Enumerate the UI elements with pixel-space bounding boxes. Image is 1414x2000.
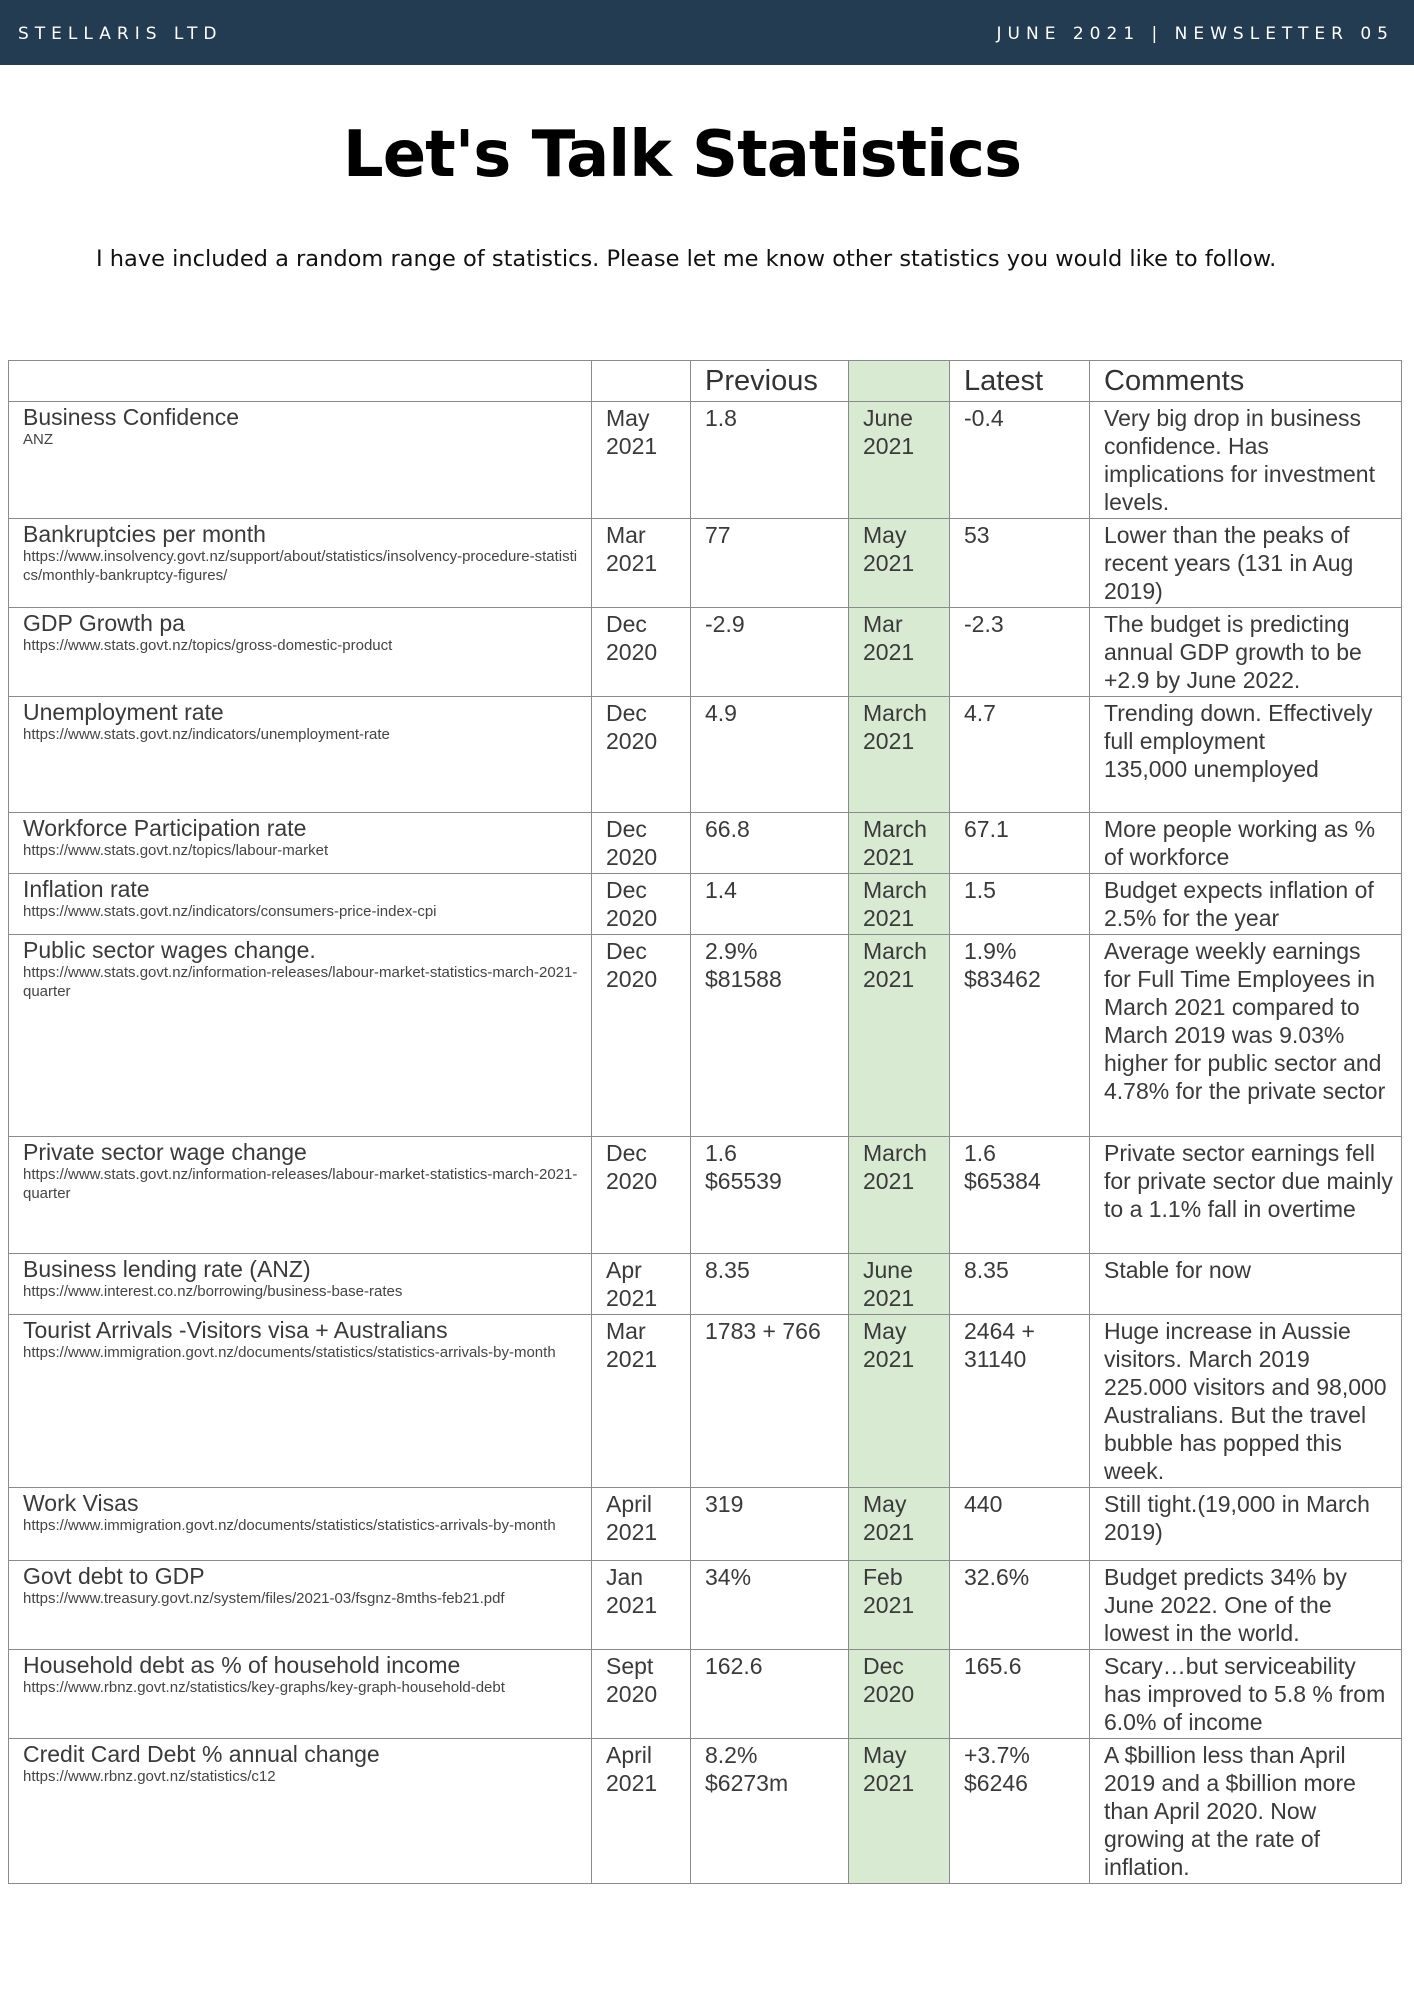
metric-source: https://www.stats.govt.nz/information-releases/labour-market-statistics-march-2021-quarter <box>23 964 578 1000</box>
latest-value-cell: +3.7% $6246 <box>950 1739 1090 1884</box>
comment-cell: Scary…but serviceability has improved to 5.8 % from 6.0% of income <box>1090 1650 1402 1739</box>
header-metric <box>9 361 592 402</box>
latest-date-cell: Feb 2021 <box>849 1561 950 1650</box>
metric-source: https://www.insolvency.govt.nz/support/about/statistics/insolvency-procedure-statistics/monthly-bankruptcy-figures/ <box>23 548 578 584</box>
table-row <box>9 1650 1402 1739</box>
comment-cell: Average weekly earnings for Full Time Employees in March 2021 compared to March 2019 was 9.03% higher for public sector and 4.78% for the private sector <box>1090 935 1402 1137</box>
metric-cell <box>9 874 592 935</box>
previous-date-cell: Dec 2020 <box>592 697 691 813</box>
header-latest: Latest <box>950 361 1090 402</box>
metric-cell <box>9 1650 592 1739</box>
previous-value-cell: 319 <box>691 1488 849 1561</box>
metric-source: https://www.stats.govt.nz/topics/labour-market <box>23 842 329 859</box>
metric-cell <box>9 697 592 813</box>
metric-name: Business Confidence <box>23 404 240 430</box>
table-row <box>9 874 1402 935</box>
previous-date-cell: May 2021 <box>592 402 691 519</box>
previous-date-cell: Mar 2021 <box>592 1315 691 1488</box>
previous-date-cell: April 2021 <box>592 1488 691 1561</box>
previous-date-cell: April 2021 <box>592 1739 691 1884</box>
comment-cell: Budget expects inflation of 2.5% for the year <box>1090 874 1402 935</box>
latest-value-cell: 32.6% <box>950 1561 1090 1650</box>
metric-name: Work Visas <box>23 1490 139 1516</box>
table-row <box>9 1561 1402 1650</box>
header-prev-date <box>592 361 691 402</box>
latest-date-cell: Mar 2021 <box>849 608 950 697</box>
metric-source: https://www.stats.govt.nz/indicators/unemployment-rate <box>23 726 390 743</box>
latest-date-cell: March 2021 <box>849 697 950 813</box>
page-title: Let's Talk Statistics <box>342 118 1022 192</box>
table-body <box>9 402 1402 1884</box>
intro-text: I have included a random range of statistics. Please let me know other statistics you would like to follow. <box>96 246 1277 272</box>
header-comments: Comments <box>1090 361 1402 402</box>
metric-source: https://www.stats.govt.nz/indicators/consumers-price-index-cpi <box>23 903 437 920</box>
latest-date-cell: Dec 2020 <box>849 1650 950 1739</box>
table-row <box>9 1137 1402 1254</box>
latest-value-cell: 2464 + 31140 <box>950 1315 1090 1488</box>
metric-source: https://www.immigration.govt.nz/documents/statistics/statistics-arrivals-by-month <box>23 1344 556 1361</box>
previous-value-cell: 8.2% $6273m <box>691 1739 849 1884</box>
metric-source: https://www.interest.co.nz/borrowing/business-base-rates <box>23 1283 403 1300</box>
statistics-table <box>8 360 1402 1884</box>
metric-cell <box>9 813 592 874</box>
metric-name: Business lending rate (ANZ) <box>23 1256 311 1282</box>
metric-cell <box>9 1315 592 1488</box>
latest-value-cell: 67.1 <box>950 813 1090 874</box>
previous-value-cell: 66.8 <box>691 813 849 874</box>
comment-cell: Still tight.(19,000 in March 2019) <box>1090 1488 1402 1561</box>
metric-cell <box>9 1739 592 1884</box>
table-row <box>9 1739 1402 1884</box>
metric-name: Inflation rate <box>23 876 150 902</box>
table-row <box>9 519 1402 608</box>
metric-source: ANZ <box>23 431 53 448</box>
header-previous: Previous <box>691 361 849 402</box>
previous-value-cell: -2.9 <box>691 608 849 697</box>
previous-value-cell: 34% <box>691 1561 849 1650</box>
metric-name: Govt debt to GDP <box>23 1563 205 1589</box>
previous-date-cell: Dec 2020 <box>592 874 691 935</box>
comment-cell: Huge increase in Aussie visitors. March 2019 225.000 visitors and 98,000 Australians. But the travel bubble has popped this week. <box>1090 1315 1402 1488</box>
latest-date-cell: March 2021 <box>849 935 950 1137</box>
previous-value-cell: 4.9 <box>691 697 849 813</box>
previous-value-cell: 1.8 <box>691 402 849 519</box>
previous-date-cell: Sept 2020 <box>592 1650 691 1739</box>
comment-cell: Stable for now <box>1090 1254 1402 1315</box>
comment-cell: Private sector earnings fell for private sector due mainly to a 1.1% fall in overtime <box>1090 1137 1402 1254</box>
latest-value-cell: 1.5 <box>950 874 1090 935</box>
table-row <box>9 1488 1402 1561</box>
metric-cell <box>9 1488 592 1561</box>
top-banner <box>0 0 1414 65</box>
latest-value-cell: -2.3 <box>950 608 1090 697</box>
latest-date-cell: June 2021 <box>849 1254 950 1315</box>
latest-date-cell: May 2021 <box>849 519 950 608</box>
comment-cell: The budget is predicting annual GDP growth to be +2.9 by June 2022. <box>1090 608 1402 697</box>
table-row <box>9 1315 1402 1488</box>
metric-cell <box>9 519 592 608</box>
header-latest-date <box>849 361 950 402</box>
latest-value-cell: 53 <box>950 519 1090 608</box>
previous-value-cell: 8.35 <box>691 1254 849 1315</box>
latest-value-cell: 8.35 <box>950 1254 1090 1315</box>
metric-name: Household debt as % of household income <box>23 1652 461 1678</box>
newsletter-issue: JUNE 2021 | NEWSLETTER 05 <box>996 24 1394 44</box>
previous-value-cell: 77 <box>691 519 849 608</box>
latest-date-cell: March 2021 <box>849 813 950 874</box>
previous-date-cell: Dec 2020 <box>592 813 691 874</box>
previous-value-cell: 162.6 <box>691 1650 849 1739</box>
previous-value-cell: 1.4 <box>691 874 849 935</box>
company-name: STELLARIS LTD <box>18 24 223 44</box>
metric-cell <box>9 1254 592 1315</box>
comment-cell: A $billion less than April 2019 and a $billion more than April 2020. Now growing at the rate of inflation. <box>1090 1739 1402 1884</box>
table-row <box>9 813 1402 874</box>
table-header-row <box>9 361 1402 402</box>
table-row <box>9 1254 1402 1315</box>
metric-name: Bankruptcies per month <box>23 521 266 547</box>
table-row <box>9 935 1402 1137</box>
metric-cell <box>9 1561 592 1650</box>
metric-name: Workforce Participation rate <box>23 815 307 841</box>
metric-name: GDP Growth pa <box>23 610 185 636</box>
comment-cell: Budget predicts 34% by June 2022. One of the lowest in the world. <box>1090 1561 1402 1650</box>
previous-date-cell: Dec 2020 <box>592 1137 691 1254</box>
comment-cell: Very big drop in business confidence. Has implications for investment levels. <box>1090 402 1402 519</box>
latest-value-cell: 165.6 <box>950 1650 1090 1739</box>
previous-value-cell: 1783 + 766 <box>691 1315 849 1488</box>
previous-date-cell: Apr 2021 <box>592 1254 691 1315</box>
latest-date-cell: May 2021 <box>849 1488 950 1561</box>
previous-date-cell: Dec 2020 <box>592 935 691 1137</box>
metric-source: https://www.stats.govt.nz/topics/gross-domestic-product <box>23 637 393 654</box>
latest-value-cell: 440 <box>950 1488 1090 1561</box>
metric-name: Private sector wage change <box>23 1139 307 1165</box>
latest-date-cell: May 2021 <box>849 1315 950 1488</box>
latest-date-cell: June 2021 <box>849 402 950 519</box>
previous-date-cell: Jan 2021 <box>592 1561 691 1650</box>
table-row <box>9 697 1402 813</box>
metric-source: https://www.treasury.govt.nz/system/files/2021-03/fsgnz-8mths-feb21.pdf <box>23 1590 505 1607</box>
latest-date-cell: March 2021 <box>849 1137 950 1254</box>
previous-date-cell: Mar 2021 <box>592 519 691 608</box>
comment-cell: More people working as % of workforce <box>1090 813 1402 874</box>
comment-cell: Trending down. Effectively full employment 135,000 unemployed <box>1090 697 1402 813</box>
metric-source: https://www.stats.govt.nz/information-releases/labour-market-statistics-march-2021-quarter <box>23 1166 578 1202</box>
metric-cell <box>9 935 592 1137</box>
latest-value-cell: 1.6 $65384 <box>950 1137 1090 1254</box>
metric-source: https://www.immigration.govt.nz/documents/statistics/statistics-arrivals-by-month <box>23 1517 556 1534</box>
previous-value-cell: 2.9% $81588 <box>691 935 849 1137</box>
metric-name: Unemployment rate <box>23 699 224 725</box>
metric-cell <box>9 608 592 697</box>
table-row <box>9 402 1402 519</box>
latest-date-cell: May 2021 <box>849 1739 950 1884</box>
comment-cell: Lower than the peaks of recent years (131 in Aug 2019) <box>1090 519 1402 608</box>
metric-source: https://www.rbnz.govt.nz/statistics/c12 <box>23 1768 276 1785</box>
latest-value-cell: -0.4 <box>950 402 1090 519</box>
metric-name: Credit Card Debt % annual change <box>23 1741 380 1767</box>
table-row <box>9 608 1402 697</box>
latest-value-cell: 1.9% $83462 <box>950 935 1090 1137</box>
metric-cell <box>9 1137 592 1254</box>
metric-source: https://www.rbnz.govt.nz/statistics/key-graphs/key-graph-household-debt <box>23 1679 505 1696</box>
latest-value-cell: 4.7 <box>950 697 1090 813</box>
metric-name: Tourist Arrivals -Visitors visa + Australians <box>23 1317 448 1343</box>
previous-value-cell: 1.6 $65539 <box>691 1137 849 1254</box>
metric-cell <box>9 402 592 519</box>
previous-date-cell: Dec 2020 <box>592 608 691 697</box>
latest-date-cell: March 2021 <box>849 874 950 935</box>
metric-name: Public sector wages change. <box>23 937 316 963</box>
